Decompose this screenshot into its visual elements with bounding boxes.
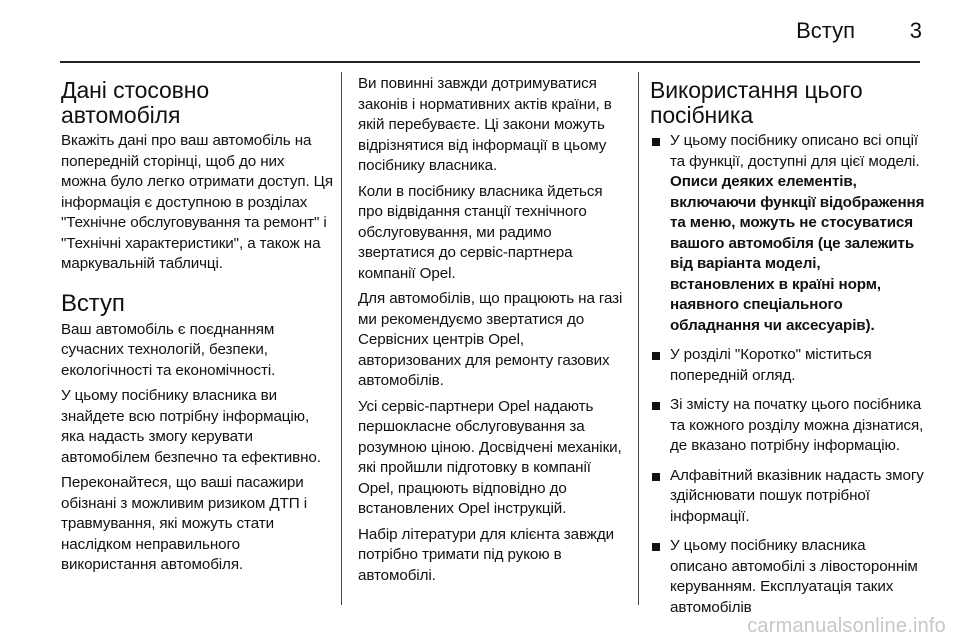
square-bullet-icon (652, 138, 660, 146)
column-1 (61, 70, 333, 581)
watermark: carmanualsonline.info (747, 615, 946, 637)
bullet-4-text: Алфавітний вказівник надасть змогу здійснювати пошук потрібної інформації. (670, 466, 924, 525)
literature-paragraph: Набір літератури для клієнта завжди потрібно тримати під рукою в автомобілі. (358, 525, 614, 584)
column-divider-1 (341, 72, 342, 605)
list-item (650, 466, 925, 528)
square-bullet-icon (652, 473, 660, 481)
intro-paragraph-1: Ваш автомобіль є поєднанням сучасних технологій, безпеки, екологічності та економічності. (61, 320, 276, 379)
vehicle-data-heading: Дані стосовно автомобіля (61, 77, 210, 128)
service-quality-paragraph: Усі сервіс-партнери Opel надають першокласне обслуговування за розумною ціною. Досвідчені механіки, які пройшли підготовку в компанії Opel, працюють відповідно до встановлених Opel інструкцій. (358, 397, 622, 517)
list-item (650, 345, 925, 386)
list-item (650, 536, 925, 618)
intro-paragraph-2: У цьому посібнику власника ви знайдете всю потрібну інформацію, яка надасть змогу керувати автомобілем безпечно та ефективно. (61, 387, 321, 466)
manual-usage-heading: Використання цього посібника (650, 77, 863, 128)
list-item (650, 131, 925, 336)
bullet-1-bold-text: Описи деяких елементів, включаючи функції відображення та меню, можуть не стосуватися вашого автомобіля (це залежить від варіанта моделі, встановлених в країні норм, наявного спеціального обладнання чи аксесуарів). (670, 173, 925, 334)
laws-paragraph: Ви повинні завжди дотримуватися законів і нормативних актів країни, в якій перебуваєте. Ці закони можуть відрізнятися від інформації в цьому посібнику власника. (358, 75, 612, 174)
header-divider (60, 61, 920, 63)
running-head-title: Вступ (796, 18, 855, 43)
page-number: 3 (909, 18, 922, 43)
square-bullet-icon (652, 543, 660, 551)
bullet-5-text: У цьому посібнику власника описано автомобілі з лівостороннім керуванням. Експлуатація таких автомобілів (670, 537, 918, 616)
bullet-2-text: У розділі "Коротко" міститься попередній огляд. (670, 346, 872, 384)
column-divider-2 (638, 72, 639, 605)
square-bullet-icon (652, 352, 660, 360)
square-bullet-icon (652, 402, 660, 410)
column-3 (650, 70, 925, 627)
vehicle-data-text: Вкажіть дані про ваш автомобіль на попередній сторінці, щоб до них можна було легко отримати доступ. Ця інформація є доступною в розділах "Технічне обслуговування та ремонт" і "Технічні характеристики", а також на маркувальній табличці. (61, 132, 333, 272)
column-2 (358, 74, 628, 591)
service-partner-paragraph: Коли в посібнику власника йдеться про відвідання станції технічного обслуговування, ми радимо звертатися до сервіс-партнера компанії Opel. (358, 182, 603, 282)
gas-vehicles-paragraph: Для автомобілів, що працюють на газі ми рекомендуємо звертатися до Сервісних центрів Opel, авторизованих для ремонту газових автомобілів. (358, 290, 623, 389)
page-header (0, 0, 960, 62)
list-item (650, 395, 925, 457)
bullet-3-text: Зі змісту на початку цього посібника та кожного розділу можна дізнатися, де вказано потрібну інформацію. (670, 396, 924, 454)
introduction-heading: Вступ (61, 289, 125, 317)
intro-paragraph-3: Переконайтеся, що ваші пасажири обізнані з можливим ризиком ДТП і травмування, які можуть стати наслідком неправильного використання автомобіля. (61, 474, 307, 573)
bullet-1-text: У цьому посібнику описано всі опції та функції, доступні для цієї моделі. (670, 132, 920, 170)
manual-usage-list (650, 131, 925, 618)
